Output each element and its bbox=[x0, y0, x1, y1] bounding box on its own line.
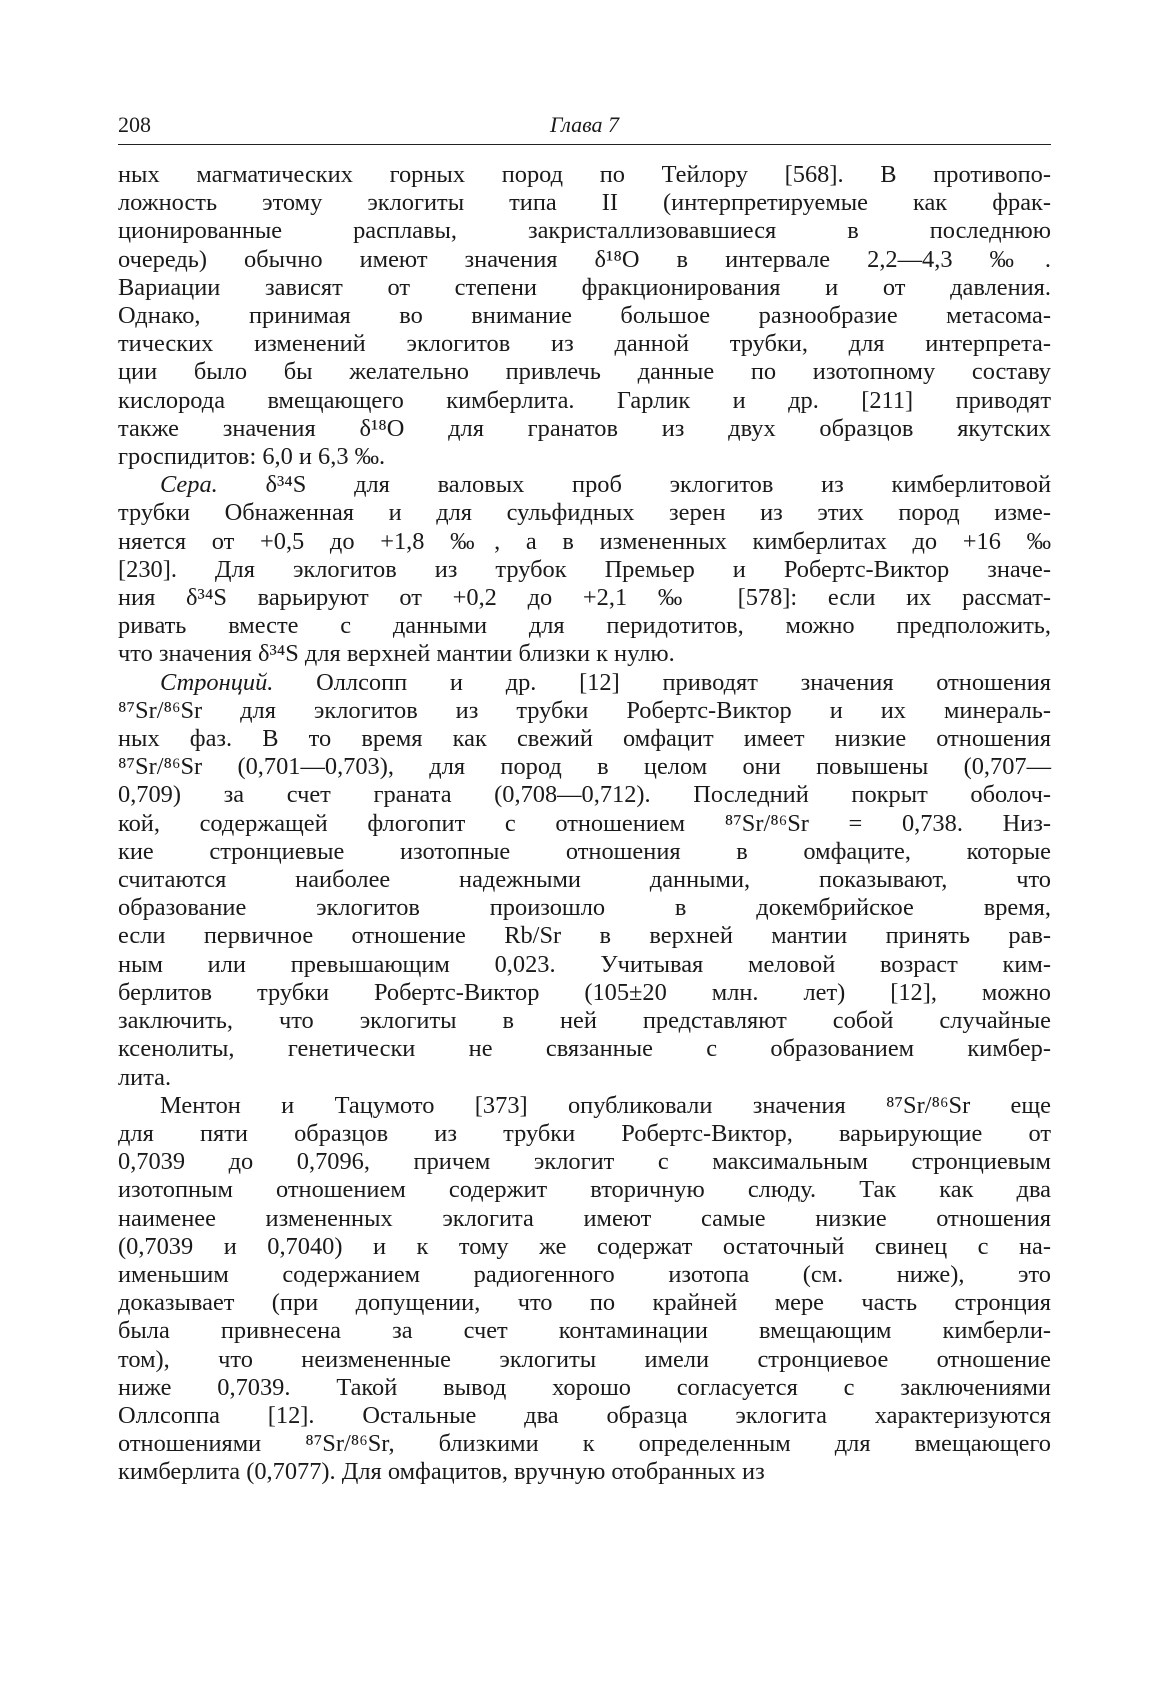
line-text: няется от +0,5 до +1,8 ‰, а в измененных кимберлитах до +16 ‰ bbox=[118, 527, 1051, 555]
text-line bbox=[118, 358, 1051, 386]
line-text: кислорода вмещающего кимберлита. Гарлик и др. [211] приводят bbox=[118, 386, 1051, 414]
text-line bbox=[118, 1176, 1051, 1204]
text-line bbox=[118, 1430, 1051, 1458]
text-line bbox=[118, 189, 1051, 217]
running-header bbox=[118, 108, 1051, 145]
paragraph-p3 bbox=[118, 669, 1051, 1092]
line-text: ⁸⁷Sr/⁸⁶Sr (0,701—0,703), для пород в целом они повышены (0,707— bbox=[118, 753, 1051, 781]
text-line bbox=[118, 1458, 1051, 1486]
line-text: Однако, принимая во внимание большое разнообразие метасома- bbox=[118, 302, 1051, 330]
line-text: 0,7039 до 0,7096, причем эклогит с максимальным стронциевым bbox=[118, 1148, 1051, 1176]
line-text: ⁸⁷Sr/⁸⁶Sr для эклогитов из трубки Робертс-Виктор и их минераль- bbox=[118, 696, 1051, 724]
line-text: ния δ³⁴S варьируют от +0,2 до +2,1 ‰ [578]: если их рассмат- bbox=[118, 584, 1051, 612]
line-text: доказывает (при допущении, что по крайней мере часть стронция bbox=[118, 1289, 1051, 1317]
line-text: что значения δ³⁴S для верхней мантии близки к нулю. bbox=[118, 640, 675, 668]
line-text: наименее измененных эклогита имеют самые низкие отношения bbox=[118, 1204, 1051, 1232]
text-line bbox=[118, 894, 1051, 922]
text-line bbox=[118, 415, 1051, 443]
line-text: считаются наиболее надежными данными, показывают, что bbox=[118, 866, 1051, 894]
page-number: 208 bbox=[118, 112, 151, 137]
text-line bbox=[118, 612, 1051, 640]
text-line bbox=[118, 1402, 1051, 1430]
line-text: если первичное отношение Rb/Sr в верхней мантии принять рав- bbox=[118, 922, 1051, 950]
line-text: ксенолиты, генетически не связанные с образованием кимбер- bbox=[118, 1035, 1051, 1063]
text-line bbox=[118, 838, 1051, 866]
text-line bbox=[118, 810, 1051, 838]
line-text: заключить, что эклогиты в ней представляют собой случайные bbox=[118, 1007, 1051, 1035]
text-line bbox=[118, 1374, 1051, 1402]
text-line bbox=[118, 1035, 1051, 1063]
text-line bbox=[118, 1007, 1051, 1035]
text-line bbox=[118, 1233, 1051, 1261]
line-text: изотопным отношением содержит вторичную слюду. Так как два bbox=[118, 1176, 1051, 1204]
text-line bbox=[118, 584, 1051, 612]
text-line bbox=[118, 781, 1051, 809]
text-line bbox=[118, 640, 1051, 668]
line-text: ным или превышающим 0,023. Учитывая меловой возраст ким- bbox=[118, 950, 1051, 978]
page bbox=[118, 108, 1051, 1487]
text-line bbox=[118, 161, 1051, 189]
line-text: [230]. Для эклогитов из трубок Премьер и Робертс-Виктор значе- bbox=[118, 555, 1051, 583]
section-lead: Сера. bbox=[160, 471, 218, 499]
line-text: также значения δ¹⁸O для гранатов из двух образцов якутских bbox=[118, 414, 1051, 442]
line-text: (0,7039 и 0,7040) и к тому же содержат остаточный свинец с на- bbox=[118, 1232, 1051, 1260]
line-text: Ментон и Тацумото [373] опубликовали значения ⁸⁷Sr/⁸⁶Sr еще bbox=[160, 1091, 1051, 1119]
text-line bbox=[118, 669, 1051, 697]
line-text: была привнесена за счет контаминации вмещающим кимберли- bbox=[118, 1317, 1051, 1345]
paragraph-p1 bbox=[118, 161, 1051, 471]
line-text: трубки Обнаженная и для сульфидных зерен из этих пород изме- bbox=[118, 499, 1051, 527]
text-line bbox=[118, 979, 1051, 1007]
line-text: ных фаз. В то время как свежий омфацит имеет низкие отношения bbox=[118, 725, 1051, 753]
text-line bbox=[118, 725, 1051, 753]
line-text: отношениями ⁸⁷Sr/⁸⁶Sr, близкими к определенным для вмещающего bbox=[118, 1430, 1051, 1458]
line-text: Вариации зависят от степени фракционирования и от давления. bbox=[118, 273, 1051, 301]
text-line bbox=[118, 697, 1051, 725]
text-line bbox=[118, 387, 1051, 415]
text-line bbox=[118, 471, 1051, 499]
text-line bbox=[118, 1092, 1051, 1120]
line-text: ривать вместе с данными для перидотитов, можно предположить, bbox=[118, 612, 1051, 640]
text-line bbox=[118, 1289, 1051, 1317]
text-line bbox=[118, 556, 1051, 584]
line-text: очередь) обычно имеют значения δ¹⁸O в интервале 2,2—4,3 ‰. bbox=[118, 245, 1051, 273]
line-text: δ³⁴S для валовых проб эклогитов из кимберлитовой bbox=[217, 471, 1051, 499]
text-line bbox=[118, 302, 1051, 330]
line-text: тических изменений эклогитов из данной трубки, для интерпрета- bbox=[118, 330, 1051, 358]
text-line bbox=[118, 1261, 1051, 1289]
body-text bbox=[118, 161, 1051, 1487]
line-text: кие стронциевые изотопные отношения в омфаците, которые bbox=[118, 837, 1051, 865]
line-text: Оллсоппа [12]. Остальные два образца эклогита характеризуются bbox=[118, 1401, 1051, 1429]
text-line bbox=[118, 443, 1051, 471]
line-text: кимберлита (0,7077). Для омфацитов, вручную отобранных из bbox=[118, 1458, 765, 1486]
text-line bbox=[118, 217, 1051, 245]
line-text: ных магматических горных пород по Тейлору [568]. В противопо- bbox=[118, 161, 1051, 188]
line-text: для пяти образцов из трубки Робертс-Виктор, варьирующие от bbox=[118, 1119, 1051, 1147]
line-text: Оллсопп и др. [12] приводят значения отношения bbox=[273, 668, 1051, 696]
text-line bbox=[118, 528, 1051, 556]
text-line bbox=[118, 922, 1051, 950]
line-text: ниже 0,7039. Такой вывод хорошо согласуется с заключениями bbox=[118, 1373, 1051, 1401]
line-text: том), что неизмененные эклогиты имели стронциевое отношение bbox=[118, 1345, 1051, 1373]
line-text: именьшим содержанием радиогенного изотопа (см. ниже), это bbox=[118, 1260, 1051, 1288]
paragraph-p2 bbox=[118, 471, 1051, 668]
line-text: кой, содержащей флогопит с отношением ⁸⁷Sr/⁸⁶Sr = 0,738. Низ- bbox=[118, 809, 1051, 837]
text-line bbox=[118, 1148, 1051, 1176]
chapter-title: Глава 7 bbox=[549, 112, 620, 137]
line-text: ложность этому эклогиты типа II (интерпретируемые как фрак- bbox=[118, 189, 1051, 217]
text-line bbox=[118, 1317, 1051, 1345]
text-line bbox=[118, 246, 1051, 274]
text-line bbox=[118, 1064, 1051, 1092]
text-line bbox=[118, 1346, 1051, 1374]
paragraph-p4 bbox=[118, 1092, 1051, 1487]
text-line bbox=[118, 1120, 1051, 1148]
line-text: 0,709) за счет граната (0,708—0,712). Последний покрыт оболоч- bbox=[118, 781, 1051, 809]
text-line bbox=[118, 1205, 1051, 1233]
text-line bbox=[118, 951, 1051, 979]
section-lead: Стронций. bbox=[160, 668, 274, 696]
text-line bbox=[118, 753, 1051, 781]
line-text: гроспидитов: 6,0 и 6,3 ‰. bbox=[118, 443, 386, 471]
line-text: лита. bbox=[118, 1063, 172, 1091]
line-text: ции было бы желательно привлечь данные по изотопному составу bbox=[118, 358, 1051, 386]
text-line bbox=[118, 499, 1051, 527]
line-text: образование эклогитов произошло в докембрийское время, bbox=[118, 894, 1051, 922]
line-text: ционированные расплавы, закристаллизовавшиеся в последнюю bbox=[118, 217, 1051, 245]
line-text: берлитов трубки Робертс-Виктор (105±20 млн. лет) [12], можно bbox=[118, 978, 1051, 1006]
text-line bbox=[118, 274, 1051, 302]
text-line bbox=[118, 330, 1051, 358]
text-line bbox=[118, 866, 1051, 894]
